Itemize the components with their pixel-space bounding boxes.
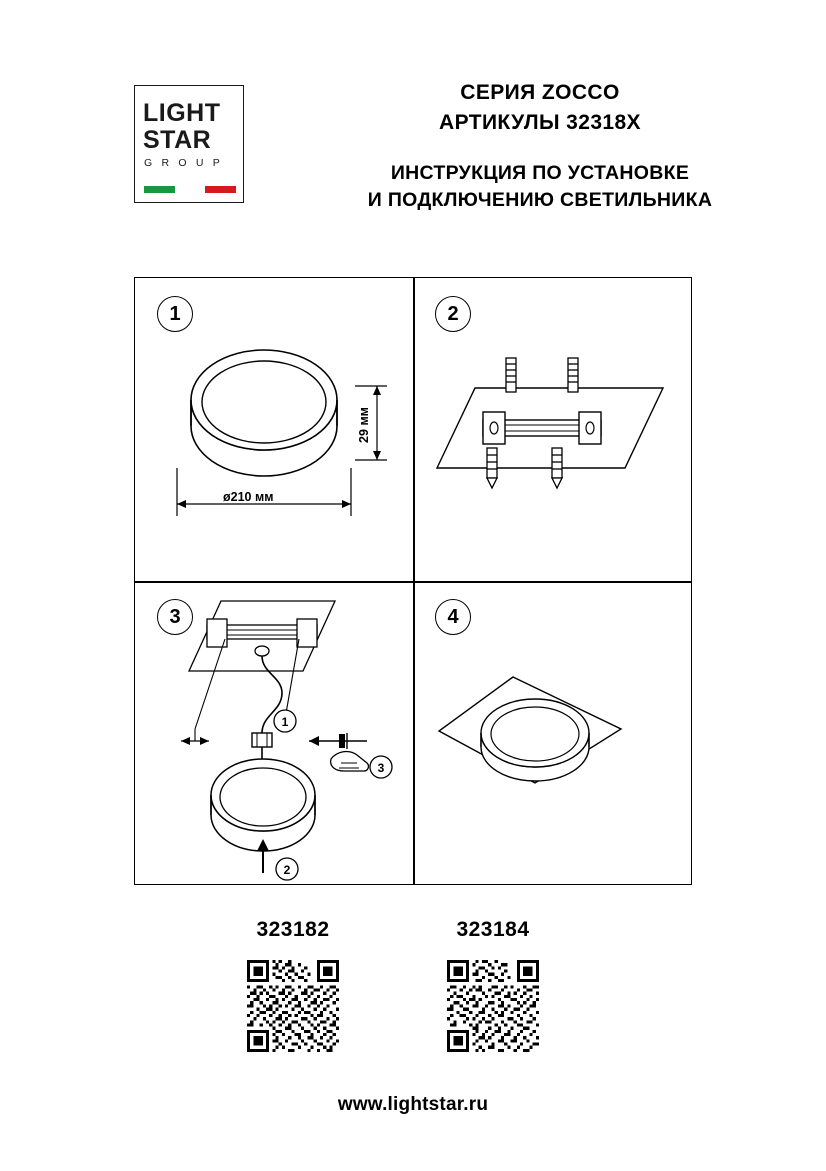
step-number-badge-1: 1 <box>157 296 193 332</box>
logo-line-light: LIGHT <box>143 99 221 127</box>
logo-subtitle-group: G R O U P <box>144 157 223 169</box>
code-item-323184 <box>413 918 573 1052</box>
step-number-badge-4: 4 <box>435 599 471 635</box>
step-panel-4 <box>413 581 691 884</box>
code-number: 323184 <box>456 918 530 941</box>
svg-text:1: 1 <box>281 715 289 729</box>
step-number-badge-3: 3 <box>157 599 193 635</box>
qr-code-323184 <box>447 960 539 1052</box>
code-number: 323182 <box>256 918 330 941</box>
step-panel-2 <box>413 278 691 581</box>
step-panel-3 <box>135 581 413 884</box>
series-title: СЕРИЯ ZOCCO <box>460 81 620 104</box>
dimension-diameter-label: ø210 мм <box>223 490 274 504</box>
document-header <box>0 78 826 218</box>
qr-code-323182 <box>247 960 339 1052</box>
instruction-steps-grid <box>134 277 692 885</box>
product-codes <box>0 918 826 1068</box>
code-item-323182 <box>213 918 373 1052</box>
instruction-title-line-2: И ПОДКЛЮЧЕНИЮ СВЕТИЛЬНИКА <box>367 189 713 211</box>
svg-text:2: 2 <box>283 863 291 877</box>
title-block <box>260 78 820 214</box>
step-panel-1 <box>135 278 413 581</box>
articles-title: АРТИКУЛЫ 32318X <box>439 111 641 134</box>
svg-text:3: 3 <box>377 761 385 775</box>
footer-website[interactable]: www.lightstar.ru <box>337 1094 489 1115</box>
brand-logo <box>134 85 244 203</box>
italian-flag-icon <box>144 186 236 193</box>
step-number-badge-2: 2 <box>435 296 471 332</box>
dimension-height-label: 29 мм <box>356 407 371 443</box>
logo-line-star: STAR <box>143 126 212 154</box>
instruction-title-line-1: ИНСТРУКЦИЯ ПО УСТАНОВКЕ <box>390 162 690 184</box>
